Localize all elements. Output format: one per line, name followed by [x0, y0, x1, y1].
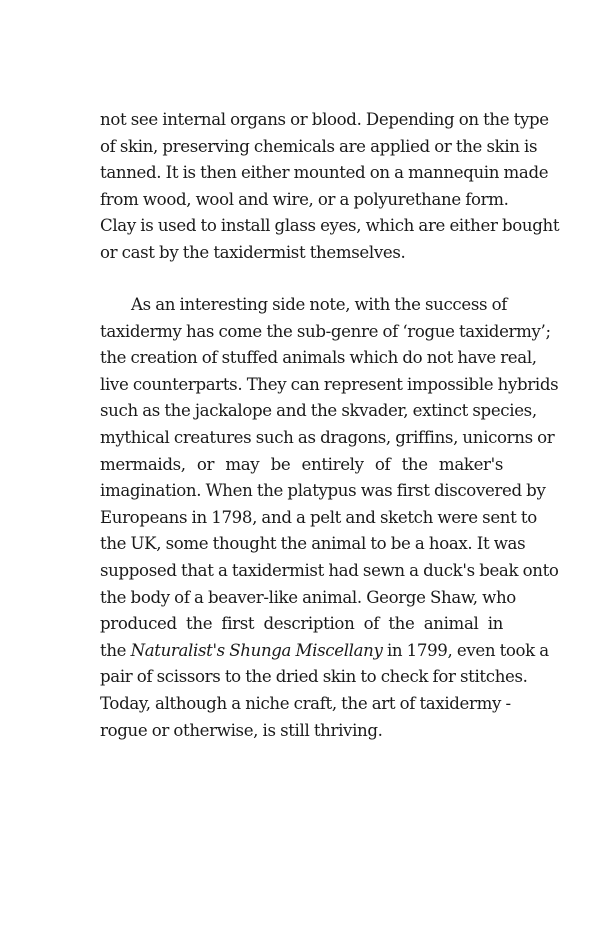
text-line: the body of a beaver-like animal. George Shaw, who — [100, 587, 516, 607]
book-title: Naturalist's Shunga Miscellany — [130, 640, 383, 660]
text-line: of skin, preserving chemicals are applied or the skin is — [100, 136, 538, 156]
text-line: such as the jackalope and the skvader, extinct species, — [100, 401, 537, 421]
text-line: not see internal organs or blood. Depending on the type — [100, 110, 549, 129]
text-line: live counterparts. They can represent impossible hybrids — [100, 374, 559, 394]
paragraph-rogue-taxidermy — [100, 292, 559, 744]
text-line: imagination. When the platypus was first discovered by — [100, 481, 546, 501]
text-line: rogue or otherwise, is still thriving. — [100, 720, 383, 740]
text-line: As an interesting side note, with the success of — [131, 295, 508, 314]
text-run: the — [100, 640, 131, 660]
text-line: Europeans in 1798, and a pelt and sketch were sent to — [100, 507, 537, 527]
text-line: or cast by the taxidermist themselves. — [100, 242, 406, 262]
text-line: supposed that a taxidermist had sewn a duck's beak onto — [100, 560, 559, 580]
text-line-with-book-title — [100, 638, 549, 665]
paragraph-preservation — [100, 107, 560, 267]
text-line: mythical creatures such as dragons, griffins, unicorns or — [100, 427, 555, 447]
text-line: Clay is used to install glass eyes, which are either bought — [100, 216, 560, 236]
text-run: in 1799, even took a — [382, 640, 549, 660]
text-line: taxidermy has come the sub-genre of ‘rogue taxidermy’; — [100, 321, 551, 341]
text-line: mermaids, or may be entirely of the maker's — [100, 454, 503, 474]
text-line: tanned. It is then either mounted on a mannequin made — [100, 163, 549, 183]
text-line: produced the first description of the animal in — [100, 614, 503, 634]
text-line: Today, although a niche craft, the art of taxidermy - — [100, 693, 511, 713]
text-line: the creation of stuffed animals which do not have real, — [100, 348, 537, 368]
text-line: from wood, wool and wire, or a polyurethane form. — [100, 189, 509, 209]
text-line: the UK, some thought the animal to be a hoax. It was — [100, 534, 526, 554]
text-line: pair of scissors to the dried skin to check for stitches. — [100, 667, 528, 687]
